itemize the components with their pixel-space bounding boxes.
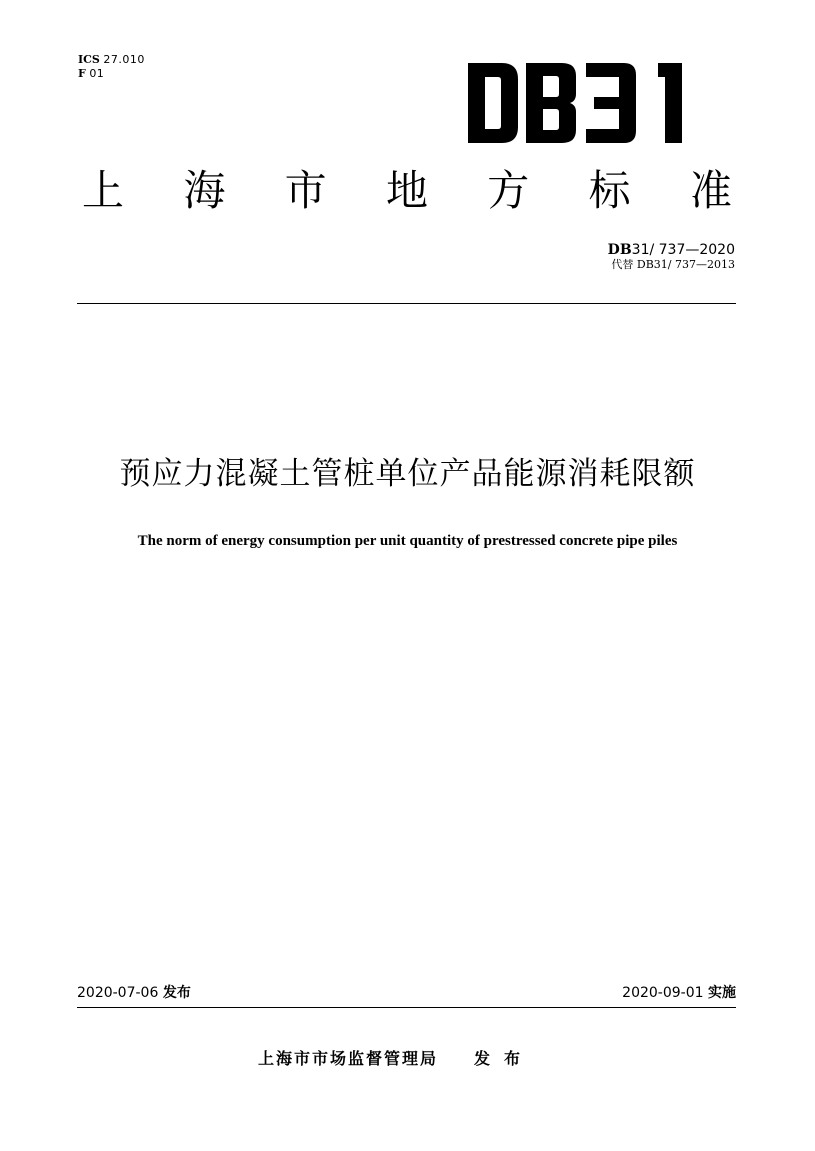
classification-codes	[78, 53, 145, 81]
db31-logo-graphic	[468, 63, 694, 143]
issuer-action: 发布	[474, 1049, 535, 1068]
issue-date: 2020-07-06	[77, 985, 159, 1001]
ics-code	[78, 53, 145, 67]
effective-label: 实施	[708, 985, 736, 1001]
org-title-char: 市	[284, 166, 327, 215]
footer-divider	[77, 1007, 736, 1008]
ccs-value: 01	[89, 67, 105, 80]
effective-date: 2020-09-01	[622, 985, 704, 1001]
standard-number-prefix: DB	[607, 242, 632, 258]
ccs-code	[78, 67, 145, 81]
issue-label: 发布	[162, 985, 191, 1001]
org-title-char: 上	[81, 166, 124, 215]
db31-logo	[468, 63, 694, 143]
org-title	[78, 163, 736, 219]
org-title-char: 海	[183, 166, 226, 215]
ccs-label: F	[78, 67, 86, 80]
replaces-standard: 代替 DB31/ 737—2013	[611, 258, 735, 271]
issuer-name: 上海市市场监督管理局	[258, 1049, 439, 1068]
org-title-char: 标	[588, 166, 631, 215]
header-divider	[77, 303, 736, 304]
issue-date-block	[77, 984, 191, 1002]
org-title-char: 方	[487, 166, 530, 215]
ics-value: 27.010	[103, 53, 145, 66]
org-title-char: 地	[385, 166, 428, 215]
title-chinese: 预应力混凝土管桩单位产品能源消耗限额	[119, 456, 696, 492]
standard-number-block	[608, 242, 735, 272]
title-english: The norm of energy consumption per unit quantity of prestressed concrete pipe piles	[137, 533, 678, 549]
ics-label: ICS	[78, 53, 100, 66]
issuer-block	[258, 1048, 534, 1070]
effective-date-block	[622, 984, 736, 1002]
standard-number	[608, 242, 735, 258]
org-title-char: 准	[689, 166, 732, 215]
standard-number-rest: 31/ 737—2020	[631, 242, 735, 258]
